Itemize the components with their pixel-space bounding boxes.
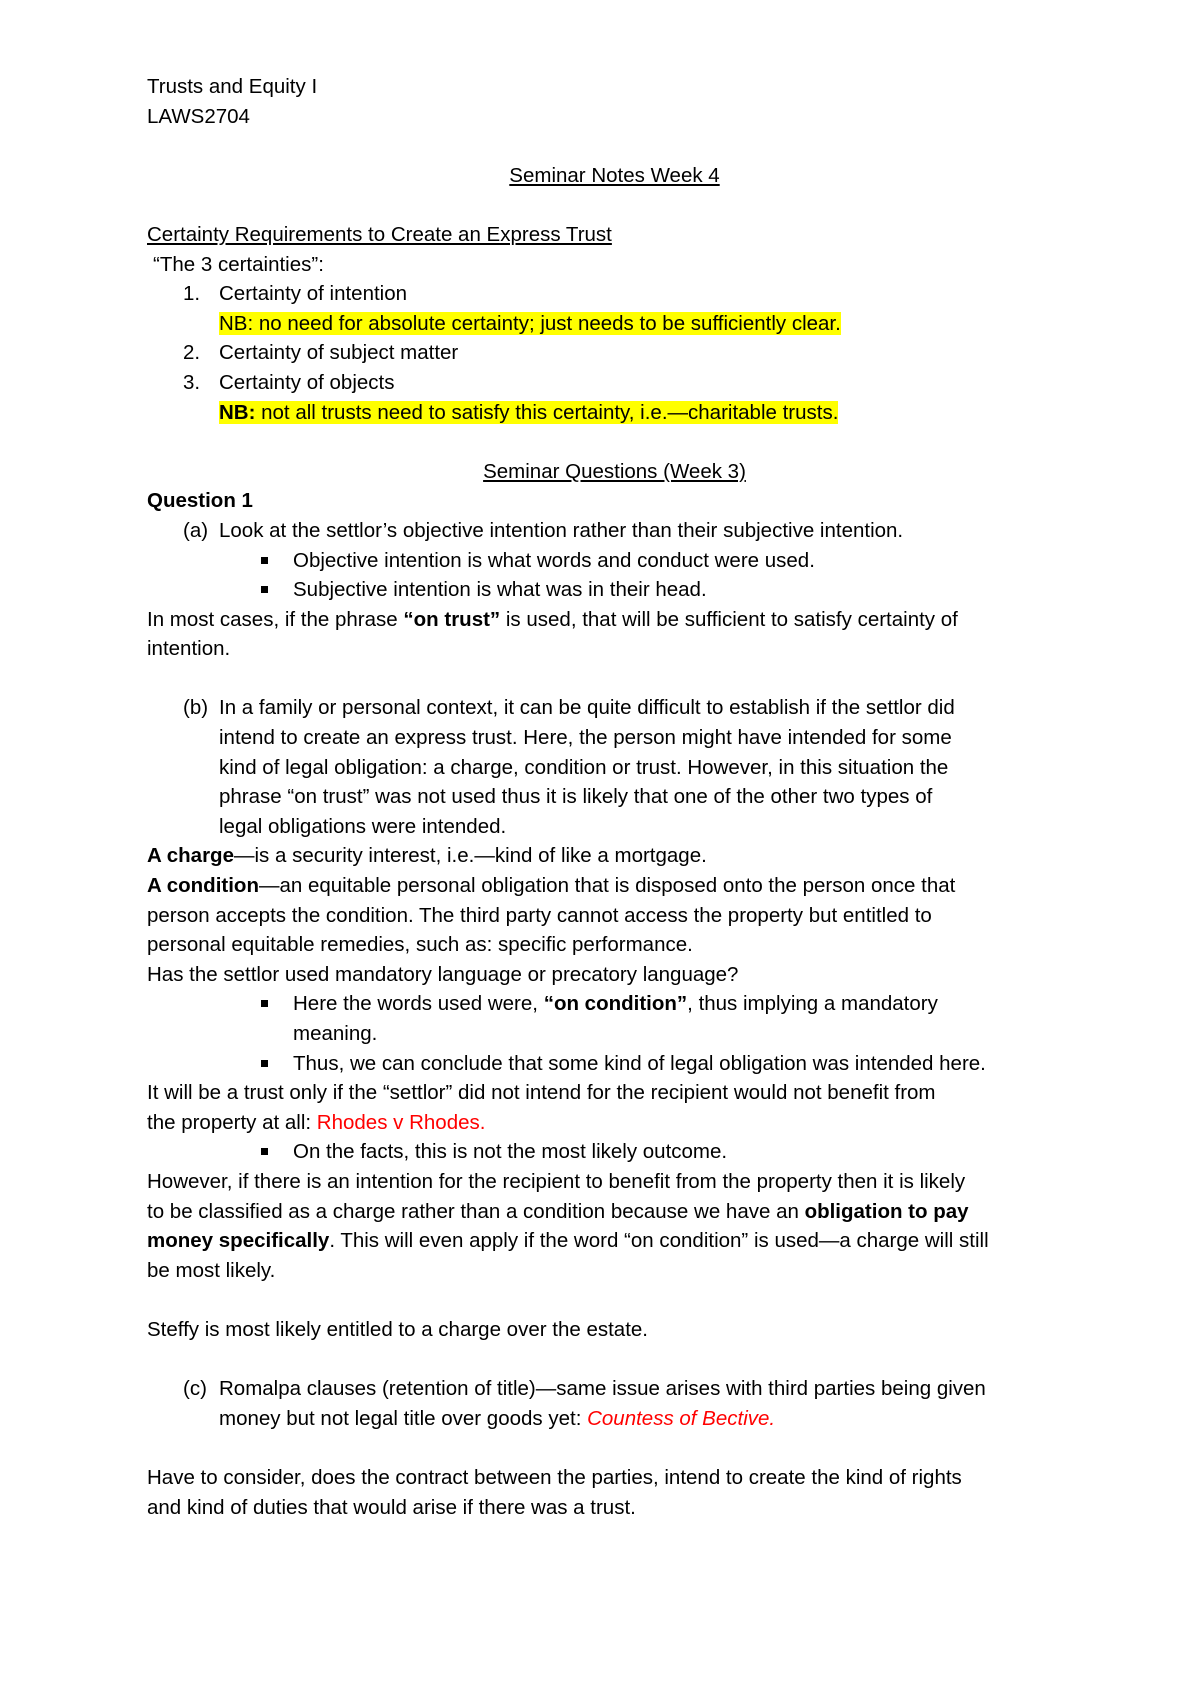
list-number: 3. — [183, 370, 201, 394]
paragraph-line: be most likely. — [147, 1258, 276, 1282]
square-bullet-icon — [261, 1000, 268, 1007]
text-run: the property at all: — [147, 1110, 317, 1134]
part-c — [147, 1374, 1082, 1433]
question-label: Question 1 — [147, 489, 253, 513]
part-b-line: phrase “on trust” was not used thus it is likely that one of the other two types of — [219, 785, 933, 809]
paragraph-line: personal equitable remedies, such as: specific performance. — [147, 933, 693, 957]
list-item-text: Certainty of objects — [219, 370, 395, 394]
bullet-text: Subjective intention is what was in their head. — [293, 578, 707, 602]
paragraph-line: It will be a trust only if the “settlor” did not intend for the recipient would not benefit from — [147, 1081, 936, 1105]
note-line — [147, 309, 1082, 339]
page-title: Seminar Notes Week 4 — [509, 163, 720, 187]
text-run: money but not legal title over goods yet: — [219, 1406, 588, 1430]
bullet-item — [147, 575, 1082, 605]
text-run: is used, that will be sufficient to satisfy certainty of — [500, 607, 958, 631]
bullet-item — [147, 546, 1082, 576]
part-marker: (b) — [183, 696, 209, 720]
bold-run: money specifically — [147, 1229, 330, 1253]
part-c-line: Romalpa clauses (retention of title)—same issue arises with third parties being given — [219, 1377, 986, 1401]
text-run: , thus implying a mandatory — [687, 992, 938, 1016]
highlighted-note: NB: no need for absolute certainty; just needs to be sufficiently clear. — [219, 311, 841, 335]
text-run: . This will even apply if the word “on condition” is used—a charge will still — [329, 1229, 989, 1253]
bold-run: “on trust” — [403, 607, 501, 631]
text-run: —is a security interest, i.e.—kind of like a mortgage. — [233, 844, 707, 868]
bold-run: obligation to pay — [804, 1199, 969, 1223]
bullet-text: Thus, we can conclude that some kind of legal obligation was intended here. — [293, 1051, 986, 1075]
bold-run: A condition — [147, 874, 259, 898]
part-b-line: kind of legal obligation: a charge, condition or trust. However, in this situation the — [219, 755, 949, 779]
part-marker: (c) — [183, 1377, 207, 1401]
paragraph-line: and kind of duties that would arise if there was a trust. — [147, 1495, 636, 1519]
case-citation: Rhodes v Rhodes. — [316, 1110, 486, 1134]
list-item — [147, 368, 1082, 398]
text-run: —an equitable personal obligation that is disposed onto the person once that — [258, 874, 956, 898]
paragraph-line — [147, 1226, 1082, 1256]
note-text: not all trusts need to satisfy this certainty, i.e.—charitable trusts. — [255, 400, 839, 424]
bold-run: “on condition” — [543, 992, 688, 1016]
part-a-text: Look at the settlor’s objective intention rather than their subjective intention. — [219, 518, 904, 542]
highlighted-note — [219, 401, 838, 424]
part-marker: (a) — [183, 518, 209, 542]
section-heading-certainty: Certainty Requirements to Create an Express Trust — [147, 222, 612, 246]
course-title: Trusts and Equity I — [147, 75, 318, 98]
bold-run: A charge — [147, 844, 234, 868]
square-bullet-icon — [261, 1060, 268, 1067]
note-label: NB: — [219, 400, 256, 424]
part-b-line: legal obligations were intended. — [219, 814, 507, 838]
text-run: Here the words used were, — [293, 992, 544, 1016]
bullet-item — [147, 1049, 1082, 1079]
list-number: 2. — [183, 341, 201, 365]
paragraph-line: person accepts the condition. The third party cannot access the property but entitled to — [147, 903, 932, 927]
paragraph-line: Has the settlor used mandatory language or precatory language? — [147, 962, 739, 986]
paragraph-line: However, if there is an intention for the recipient to benefit from the property then it is likely — [147, 1169, 966, 1193]
list-item-text: Certainty of subject matter — [219, 341, 459, 365]
part-a — [147, 516, 1082, 546]
part-c-line — [219, 1404, 1082, 1434]
paragraph-line — [147, 1108, 1082, 1138]
square-bullet-icon — [261, 586, 268, 593]
list-item — [147, 338, 1082, 368]
note-line — [147, 398, 1082, 428]
list-number: 1. — [183, 282, 201, 306]
part-b-line: In a family or personal context, it can be quite difficult to establish if the settlor did — [219, 696, 955, 720]
text-run: to be classified as a charge rather than a condition because we have an — [147, 1199, 805, 1223]
case-citation: Countess of Bective. — [587, 1406, 776, 1430]
paragraph-line: Have to consider, does the contract between the parties, intend to create the kind of rights — [147, 1465, 962, 1489]
square-bullet-icon — [261, 1148, 268, 1155]
bullet-continuation: meaning. — [293, 1022, 378, 1045]
bullet-item — [147, 1137, 1082, 1167]
text-run: In most cases, if the phrase — [147, 607, 404, 631]
bullet-text: On the facts, this is not the most likely outcome. — [293, 1140, 728, 1164]
bullet-item — [147, 989, 1082, 1019]
paragraph-line: intention. — [147, 637, 231, 661]
part-b — [147, 693, 1082, 841]
definition-charge — [147, 841, 1082, 871]
part-b-line: intend to create an express trust. Here, the person might have intended for some — [219, 726, 952, 750]
course-code: LAWS2704 — [147, 104, 250, 128]
section-heading-questions: Seminar Questions (Week 3) — [483, 459, 746, 483]
paragraph-line — [147, 605, 1082, 635]
document-page — [147, 72, 1082, 1522]
list-item — [147, 279, 1082, 309]
certainties-intro: “The 3 certainties”: — [153, 252, 324, 276]
list-item-text: Certainty of intention — [219, 282, 408, 306]
paragraph-line — [147, 1197, 1082, 1227]
square-bullet-icon — [261, 557, 268, 564]
bullet-text: Objective intention is what words and conduct were used. — [293, 548, 815, 572]
definition-condition — [147, 871, 1082, 901]
conclusion-line: Steffy is most likely entitled to a charge over the estate. — [147, 1317, 648, 1341]
